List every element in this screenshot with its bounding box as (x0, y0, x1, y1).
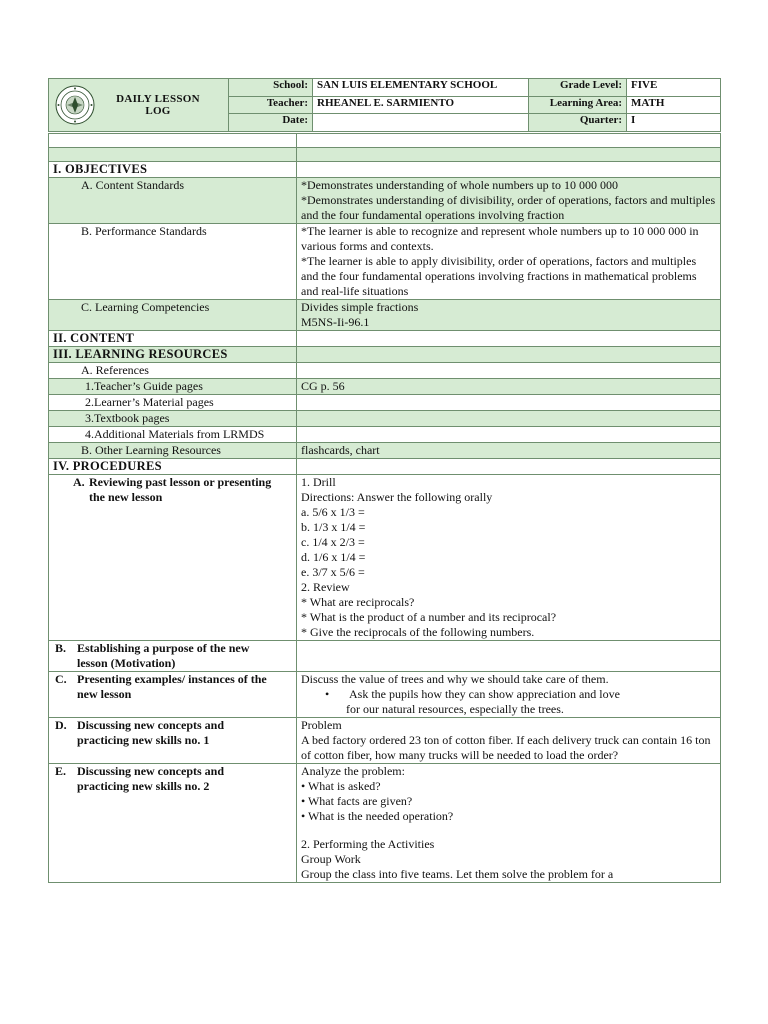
procedure-c-row (49, 672, 721, 718)
quarter-value: I (627, 114, 721, 132)
grade-level-label: Grade Level: (529, 79, 627, 97)
document-title: DAILY LESSON LOG (116, 93, 200, 117)
teachers-guide-value: CG p. 56 (297, 379, 721, 395)
other-resources-row (49, 443, 721, 459)
teacher-value: RHEANEL E. SARMIENTO (313, 96, 529, 114)
grade-level-value: FIVE (627, 79, 721, 97)
resources-heading-row (49, 347, 721, 363)
teacher-label: Teacher: (229, 96, 313, 114)
procedure-a-label: A. Reviewing past lesson or presenting the new lesson (49, 475, 297, 641)
bullet-icon: • (325, 687, 330, 701)
competencies-row (49, 300, 721, 331)
other-resources-value: flashcards, chart (297, 443, 721, 459)
deped-seal-icon (55, 85, 95, 125)
references-row (49, 363, 721, 379)
procedure-d-content: Problem A bed factory ordered 23 ton of cotton fiber. If each delivery truck can contain 16 ton of cotton fiber, how many trucks will be needed to load the order? (297, 718, 721, 764)
teachers-guide-row (49, 379, 721, 395)
procedure-e-label: E. Discussing new concepts and practicing new skills no. 2 (49, 764, 297, 883)
procedure-a-content: 1. Drill Directions: Answer the following orally a. 5/6 x 1/3 = b. 1/3 x 1/4 = c. 1/4 x 2/3 = d. 1/6 x 1/4 = e. 3/7 x 5/6 = 2. Review * What are reciprocals? * What is the product of a number and its reciprocal? * Give the reciprocals of the following numbers. (297, 475, 721, 641)
procedure-a-row (49, 475, 721, 641)
header-table (48, 78, 721, 132)
procedure-b-row (49, 641, 721, 672)
competencies-label: C. Learning Competencies (49, 300, 297, 331)
content-heading-row (49, 331, 721, 347)
objectives-heading: I. OBJECTIVES (49, 162, 297, 178)
textbook-row (49, 411, 721, 427)
logo-title-cell (49, 79, 229, 132)
other-resources-label: B. Other Learning Resources (49, 443, 297, 459)
additional-materials-label: 4.Additional Materials from LRMDS (49, 427, 297, 443)
learners-material-label: 2.Learner’s Material pages (49, 395, 297, 411)
learning-area-value: MATH (627, 96, 721, 114)
learners-material-row (49, 395, 721, 411)
school-label: School: (229, 79, 313, 97)
competencies-text: Divides simple fractions M5NS-Ii-96.1 (297, 300, 721, 331)
procedure-c-label: C. Presenting examples/ instances of the new lesson (49, 672, 297, 718)
performance-standards-text: *The learner is able to recognize and represent whole numbers up to 10 000 000 in various forms and contexts. *The learner is able to apply divisibility, order of operations, factors and multiples and the four fundamental operations involving fractions in mathematical problems and real-life situations (297, 224, 721, 300)
date-value (313, 114, 529, 132)
textbook-label: 3.Textbook pages (49, 411, 297, 427)
performance-standards-label: B. Performance Standards (49, 224, 297, 300)
content-standards-text: *Demonstrates understanding of whole numbers up to 10 000 000 *Demonstrates understanding of divisibility, order of operations, factors and multiples and the four fundamental operations involving fraction (297, 178, 721, 224)
procedure-c-content: Discuss the value of trees and why we should take care of them. • Ask the pupils how they can show appreciation and love for our natural resources, especially the trees. (297, 672, 721, 718)
content-standards-row (49, 178, 721, 224)
references-label: A. References (49, 363, 297, 379)
content-standards-label: A. Content Standards (49, 178, 297, 224)
learning-area-label: Learning Area: (529, 96, 627, 114)
procedures-heading: IV. PROCEDURES (49, 459, 297, 475)
spacer-row (49, 134, 721, 148)
procedure-d-row (49, 718, 721, 764)
objectives-heading-row (49, 162, 721, 178)
spacer-row (49, 148, 721, 162)
procedure-e-content: Analyze the problem: • What is asked? • What facts are given? • What is the needed operation? 2. Performing the Activities Group Work Group the class into five teams. Let them solve the problem for a (297, 764, 721, 883)
resources-heading: III. LEARNING RESOURCES (49, 347, 297, 363)
procedures-heading-row (49, 459, 721, 475)
school-value: SAN LUIS ELEMENTARY SCHOOL (313, 79, 529, 97)
procedure-e-row (49, 764, 721, 883)
quarter-label: Quarter: (529, 114, 627, 132)
content-heading: II. CONTENT (49, 331, 297, 347)
additional-materials-row (49, 427, 721, 443)
date-label: Date: (229, 114, 313, 132)
performance-standards-row (49, 224, 721, 300)
teachers-guide-label: 1.Teacher’s Guide pages (49, 379, 297, 395)
lesson-table (48, 133, 721, 883)
procedure-b-label: B. Establishing a purpose of the new lesson (Motivation) (49, 641, 297, 672)
procedure-d-label: D. Discussing new concepts and practicing new skills no. 1 (49, 718, 297, 764)
